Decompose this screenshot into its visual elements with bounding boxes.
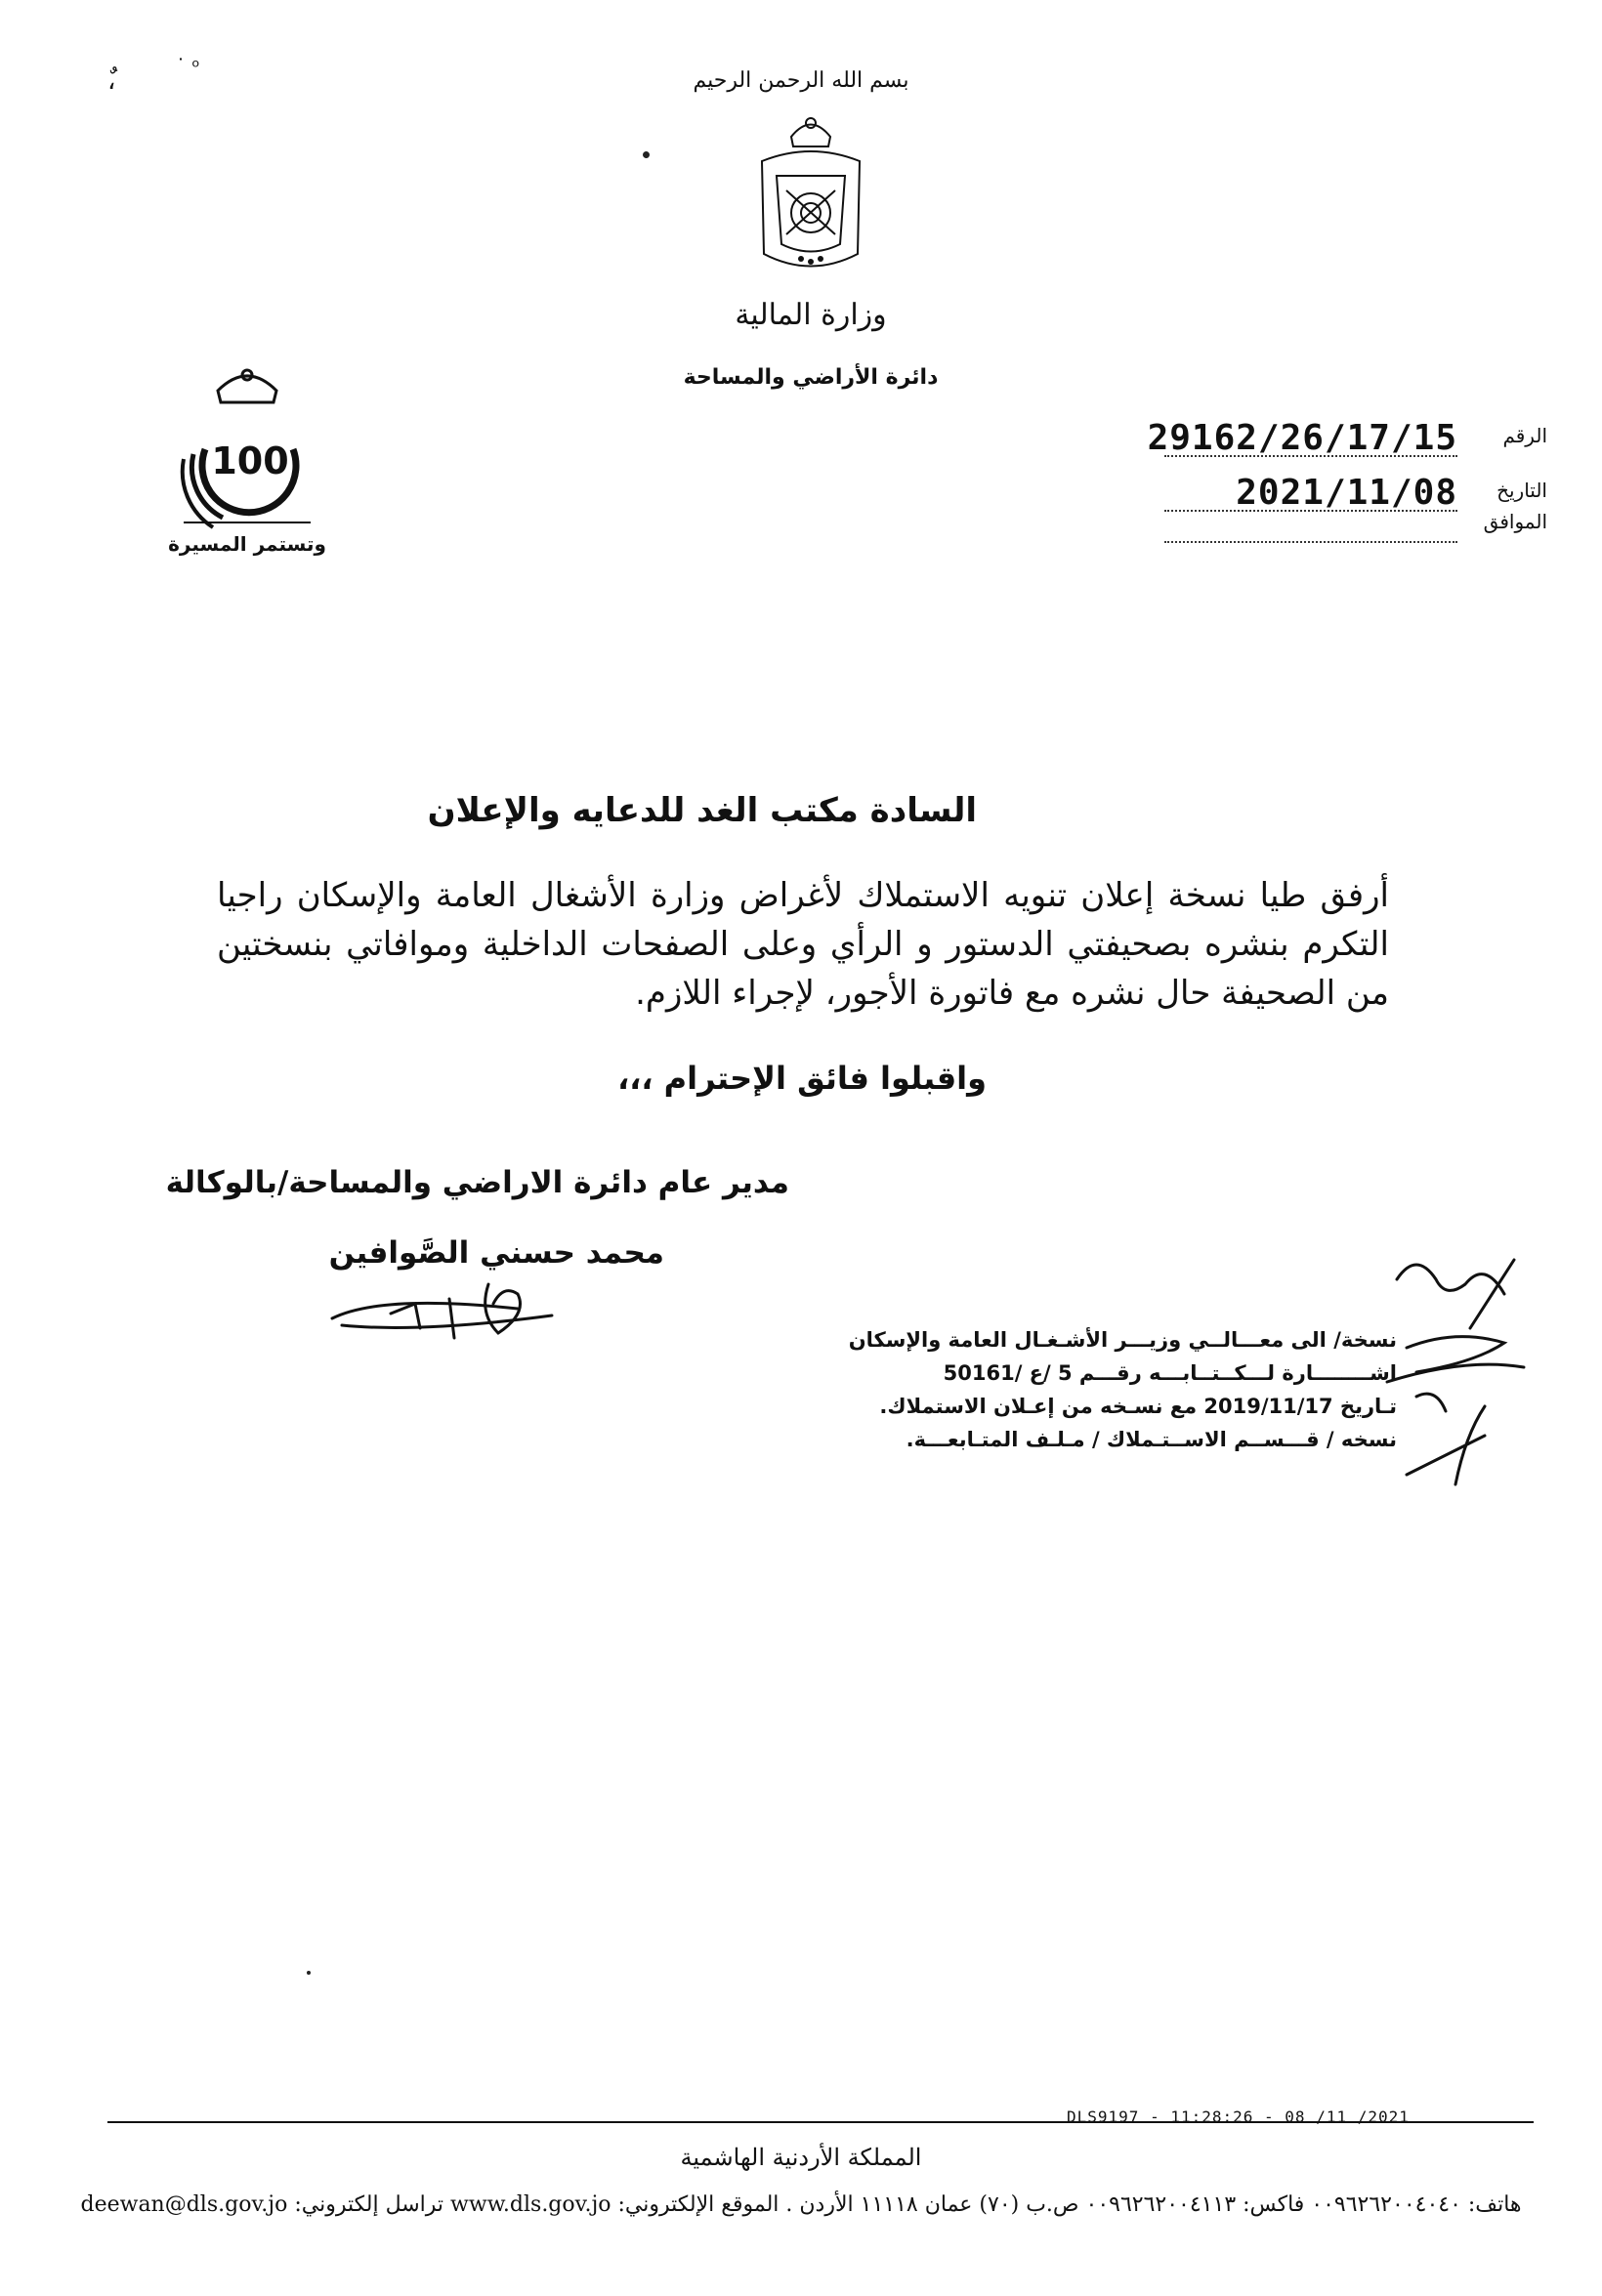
signatory-title: مدير عام دائرة الاراضي والمساحة/بالوكالة (165, 1165, 789, 1200)
centennial-badge-icon (164, 361, 330, 557)
kingdom-name: المملكة الأردنية الهاشمية (680, 2144, 922, 2171)
reference-corresponding-row (1117, 504, 1547, 543)
copy-line: تـاريخ 2019/11/17 مع نسـخه من إعـلان الاستملاك. (879, 1395, 1397, 1418)
copy-line: نسخة/ الى معـــالــي وزيـــر الأشـغـال العامة والإسكان (848, 1328, 1397, 1352)
royal-crest-icon (742, 107, 879, 283)
closing-salutation: واقبلوا فائق الإحترام ،،، (617, 1060, 987, 1097)
addressee: السادة مكتب الغد للدعايه والإعلان (427, 791, 977, 830)
handwritten-mark: ˙ ᵒ (176, 55, 200, 78)
reference-number-value: 29162/26/17/15 (1147, 418, 1457, 458)
department-name: دائرة الأراضي والمساحة (683, 365, 939, 390)
signatory-name: محمد حسني الصَّوافين (328, 1235, 664, 1271)
reference-date-value: 2021/11/08 (1236, 473, 1457, 513)
contact-details: هاتف: ٠٠٩٦٢٦٢٠٠٤٠٤٠ فاكس: ٠٠٩٦٢٦٢٠٠٤١١٣ ص.ب (٧٠) عمان ١١١١٨ الأردن . الموقع الإلكتروني: www.dls.gov.jo تراسل إلكتروني: deewan@dls.gov.jo (80, 2192, 1522, 2217)
reference-number-label: الرقم (1502, 424, 1547, 447)
copies-list (654, 1323, 1397, 1456)
badge-number: 100 (211, 439, 289, 482)
ministry-name: وزارة المالية (735, 298, 887, 332)
dotted-line (1164, 455, 1457, 457)
badge-caption: وتستمر المسيرة (168, 532, 326, 556)
dotted-line (1164, 541, 1457, 543)
reference-date-label: التاريخ (1497, 479, 1547, 502)
reference-corresponding-label: الموافق (1483, 510, 1547, 533)
signature-icon (322, 1274, 576, 1362)
ink-dot (642, 150, 652, 160)
handwritten-mark: ،ٌ (107, 66, 116, 96)
reference-number-row (1117, 418, 1547, 457)
document-timestamp: DLS9197 - 11:28:26 - 08 /11 /2021 (1067, 2108, 1410, 2126)
copy-line: نسخه / قـــســم الاســتـملاك / مـلـف المتـابعـــة. (906, 1428, 1397, 1451)
initials-signature-icon (1377, 1240, 1553, 1494)
letter-paragraph: أرفق طيا نسخة إعلان تنويه الاستملاك لأغراض وزارة الأشغال العامة والإسكان راجيا التكرم بنشره بصحيفتي الدستور و الرأي وعلى الصفحات الداخلية وموافاتي بنسختين من الصحيفة حال نشره مع فاتورة الأجور، لإجراء اللازم. (217, 876, 1389, 1013)
ink-dot (307, 1971, 311, 1975)
copy-line: اشــــــــارة لـــكــتــابـــه رقـــم 5 /ع /50161 (943, 1361, 1397, 1385)
basmala: بسم الله الرحمن الرحيم (693, 68, 909, 93)
footer-divider (107, 2121, 1534, 2123)
